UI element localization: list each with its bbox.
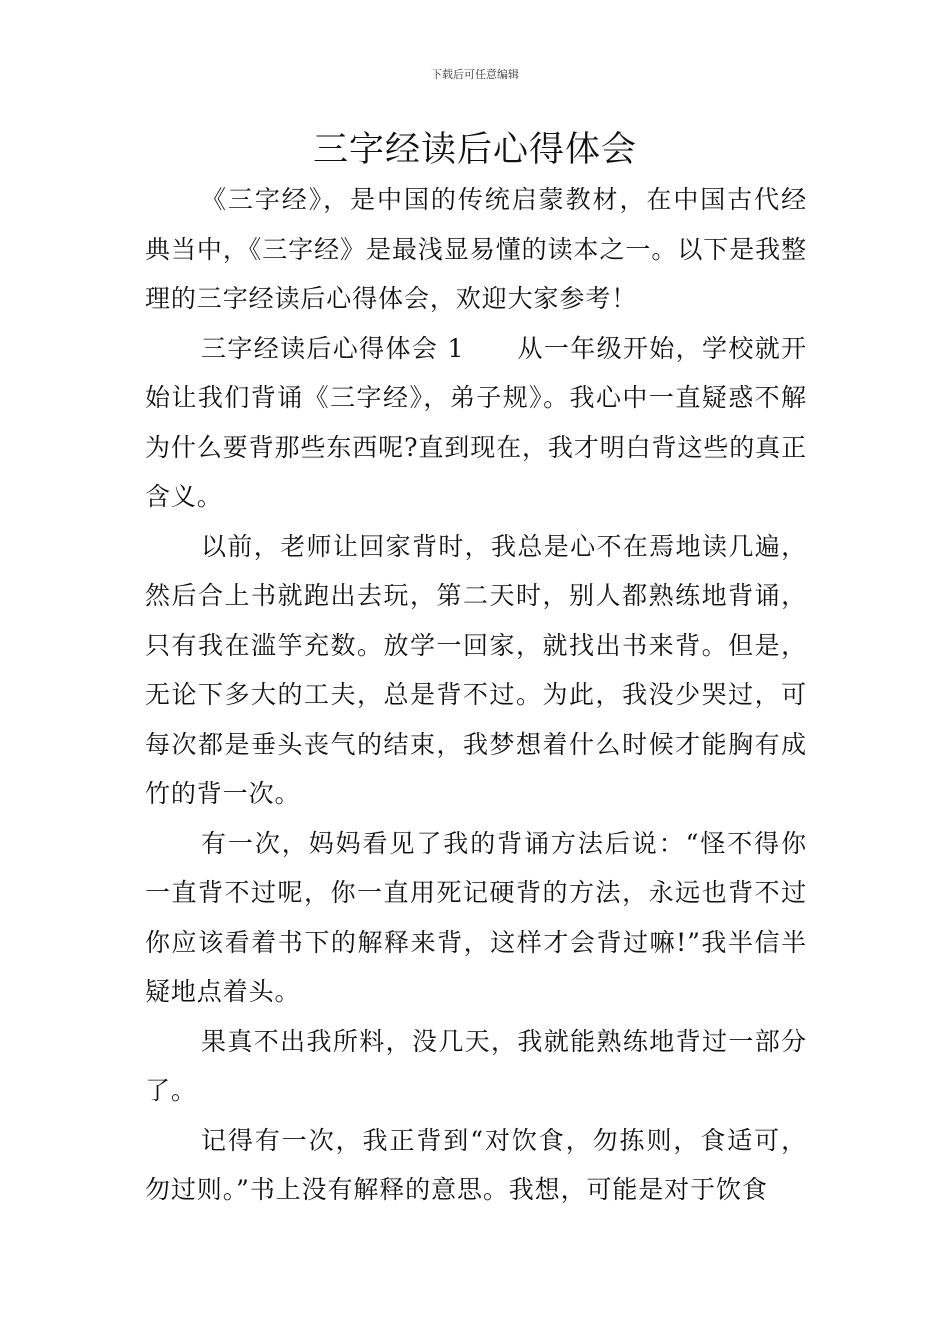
- document-title: 三字经读后心得体会: [312, 130, 637, 170]
- paragraph-2: 以前，老师让回家背时，我总是心不在焉地读几遍，然后合上书就跑出去玩，第二天时，别人都熟练地背诵，只有我在滥竽充数。放学一回家，就找出书来背。但是，无论下多大的工夫，总是背不过。为此，我没少哭过，可每次都是垂头丧气的结束，我梦想着什么时候才能胸有成竹的背一次。: [145, 531, 807, 808]
- paragraph-4: 果真不出我所料，没几天，我就能熟练地背过一部分了。: [145, 1026, 807, 1105]
- paragraph-1: 三字经读后心得体会 1 从一年级开始，学校就开始让我们背诵《三字经》，弟子规》。我心中一直疑惑不解为什么要背那些东西呢?直到现在，我才明白背这些的真正含义。: [145, 333, 807, 511]
- document-body: [145, 175, 807, 1215]
- paragraph-5: 记得有一次，我正背到“对饮食，勿拣则，食适可，勿过则。”书上没有解释的意思。我想，可能是对于饮食: [145, 1125, 807, 1204]
- paragraph-3: 有一次，妈妈看见了我的背诵方法后说：“怪不得你一直背不过呢，你一直用死记硬背的方法，永远也背不过你应该看着书下的解释来背，这样才会背过嘛!”我半信半疑地点着头。: [145, 828, 807, 1006]
- paragraph-intro: 《三字经》，是中国的传统启蒙教材，在中国古代经典当中，《三字经》是最浅显易懂的读本之一。以下是我整理的三字经读后心得体会，欢迎大家参考！: [145, 185, 807, 313]
- header-note: 下载后可任意编辑: [431, 68, 519, 81]
